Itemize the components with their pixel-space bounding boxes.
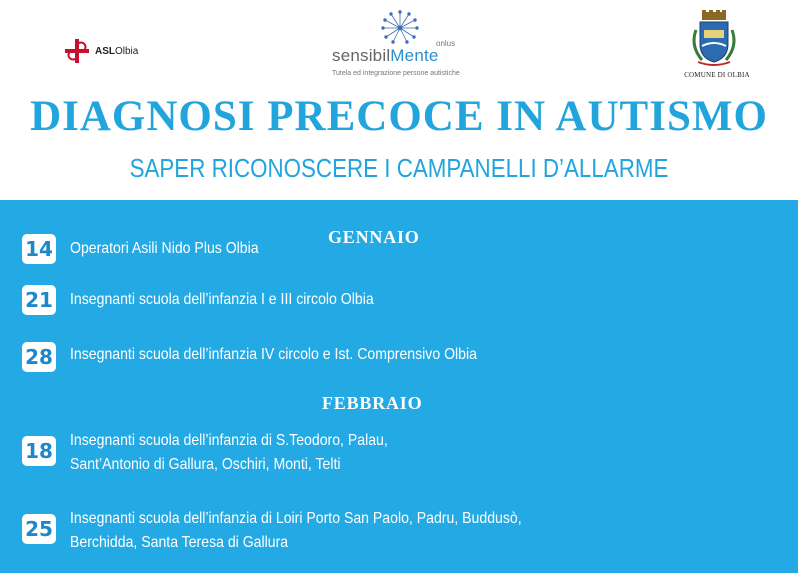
asl-olbia-logo [64,38,138,64]
entry-line: Operatori Asili Nido Plus Olbia [70,240,259,257]
date-badge: 28 [22,342,56,372]
entry-line: Berchidda, Santa Teresa di Gallura [70,534,289,551]
schedule-entry [70,288,374,312]
asl-cross-icon [64,38,90,64]
schedule-entry [70,429,388,477]
entry-line: Insegnanti scuola dell’infanzia I e III circolo Olbia [70,291,374,308]
entry-line: Insegnanti scuola dell’infanzia IV circolo e Ist. Comprensivo Olbia [70,346,477,363]
schedule-entry [70,237,259,261]
comune-di-olbia-logo [680,10,750,82]
schedule-panel [0,200,798,573]
page-subtitle: SAPER RICONOSCERE I CAMPANELLI D’ALLARME [129,153,669,183]
sensibilmente-logo [332,10,472,82]
asl-logo-text: ASLOlbia [95,45,139,57]
date-badge: 21 [22,285,56,315]
date-badge: 25 [22,514,56,544]
date-badge: 18 [22,436,56,466]
comune-label: COMUNE DI OLBIA [684,71,750,79]
month-heading-gennaio: GENNAIO [328,227,420,247]
entry-line: Insegnanti scuola dell’infanzia di S.Teodoro, Palau, [70,432,388,449]
header [0,0,798,200]
page-title: DIAGNOSI PRECOCE IN AUTISMO [30,93,768,140]
coat-of-arms-icon [688,10,740,68]
schedule-entry [70,343,477,367]
entry-line: Insegnanti scuola dell’infanzia di Loiri Porto San Paolo, Padru, Buddusò, [70,510,522,527]
sensibilmente-tagline: Tutela ed integrazione persone autistiche [332,70,460,77]
month-heading-febbraio: FEBBRAIO [322,393,423,413]
date-badge: 14 [22,234,56,264]
schedule-entry [70,507,522,555]
onlus-label: onlus [436,39,456,48]
entry-line: Sant’Antonio di Gallura, Oschiri, Monti, Telti [70,456,341,473]
dandelion-icon [378,10,422,46]
sensibilmente-wordmark: sensibilMente [332,46,439,65]
